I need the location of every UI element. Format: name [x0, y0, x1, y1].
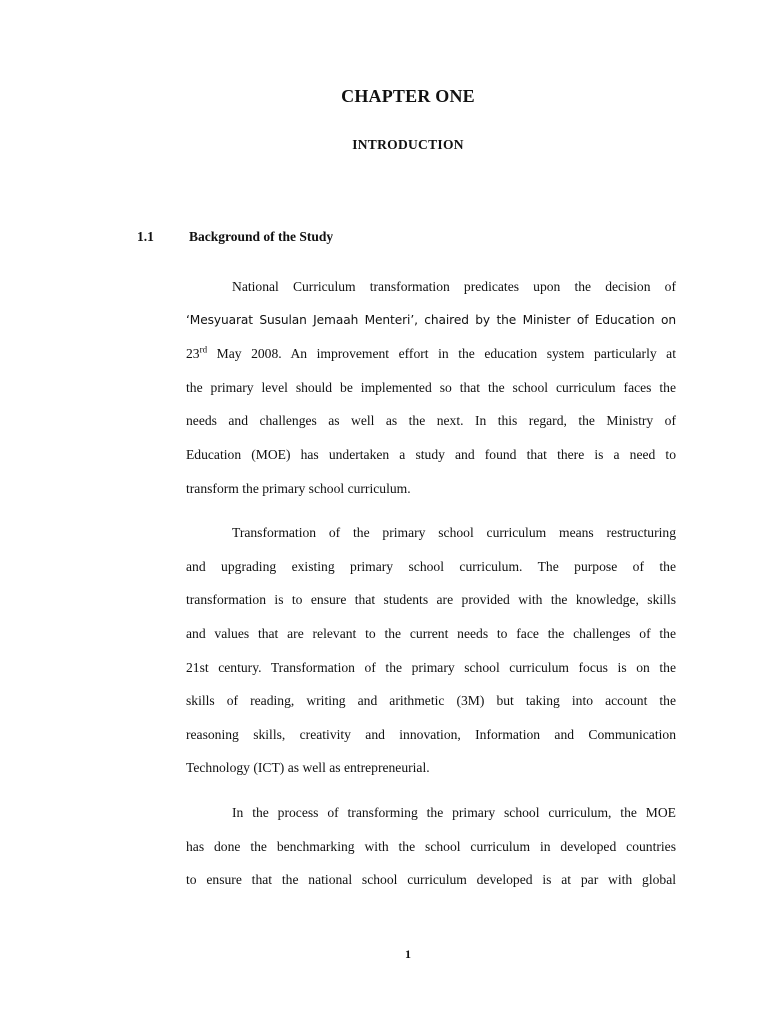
- paragraph-line: In the process of transforming the primary school curriculum, the MOE: [232, 804, 676, 820]
- paragraph-line: transformation is to ensure that students are provided with the knowledge, skills: [186, 592, 676, 608]
- date-line-text: May 2008. An improvement effort in the education system particularly at: [216, 346, 676, 362]
- paragraph-line: 21st century. Transformation of the primary school curriculum focus is on the: [186, 659, 676, 675]
- paragraph-line: ‘Mesyuarat Susulan Jemaah Menteri’, chaired by the Minister of Education on: [186, 312, 676, 327]
- paragraph-line: transform the primary school curriculum.: [186, 480, 411, 496]
- body-text: [186, 270, 676, 897]
- paragraph-3: [186, 796, 676, 897]
- paragraph-line: Transformation of the primary school curriculum means restructuring: [232, 525, 676, 541]
- section-number: 1.1: [137, 229, 154, 244]
- date-suffix: rd: [199, 344, 208, 355]
- chapter-subtitle: INTRODUCTION: [352, 137, 464, 152]
- paragraph-line: [186, 337, 676, 371]
- section-title: Background of the Study: [189, 229, 334, 244]
- paragraph-line: has done the benchmarking with the school curriculum in developed countries: [186, 838, 676, 854]
- section-heading: [137, 229, 333, 245]
- chapter-title: CHAPTER ONE: [341, 86, 475, 106]
- paragraph-line: the primary level should be implemented so that the school curriculum faces the: [186, 379, 676, 395]
- date-day: 23: [186, 346, 200, 362]
- paragraph-line: skills of reading, writing and arithmetic (3M) but taking into account the: [186, 693, 676, 709]
- paragraph-line: and values that are relevant to the current needs to face the challenges of the: [186, 625, 676, 641]
- paragraph-line: Education (MOE) has undertaken a study and found that there is a need to: [186, 446, 676, 462]
- page-number: 1: [405, 947, 411, 961]
- paragraph-line: reasoning skills, creativity and innovation, Information and Communication: [186, 726, 676, 742]
- paragraph-line: to ensure that the national school curriculum developed is at par with global: [186, 872, 676, 888]
- paragraph-line: needs and challenges as well as the next. In this regard, the Ministry of: [186, 413, 676, 429]
- paragraph-line: National Curriculum transformation predicates upon the decision of: [232, 279, 676, 294]
- paragraph-line: Technology (ICT) as well as entrepreneurial.: [186, 760, 430, 776]
- paragraph-1: [186, 270, 676, 505]
- paragraph-2: [186, 516, 676, 785]
- paragraph-line: and upgrading existing primary school curriculum. The purpose of the: [186, 558, 676, 574]
